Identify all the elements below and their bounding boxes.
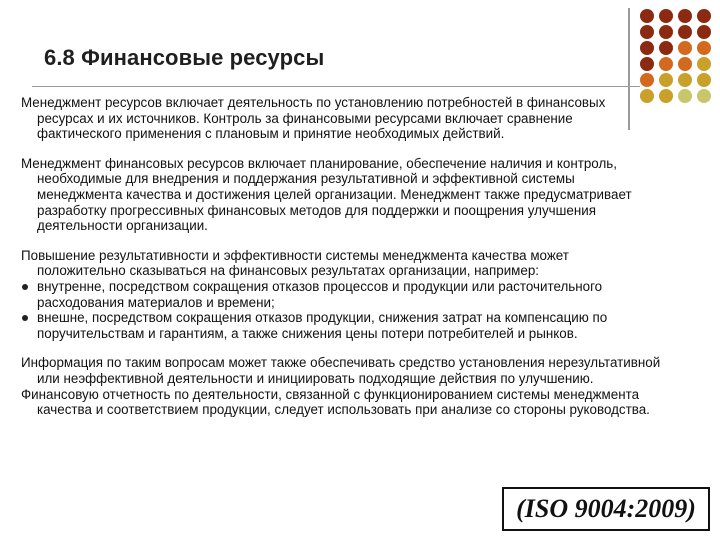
citation-text: (ISO 9004:2009)	[516, 494, 696, 523]
paragraph-financial-management: Менеджмент финансовых ресурсов включает планирование, обеспечение наличия и контроль, необходимые для внедрения и поддержания результативной и эффективной системы менеджмента качества и достижения целей организации. Менеджмент также предусматривает разработку прогрессивных финансовых методов для поддержки и поощрения улучшения деятельности организации.	[21, 155, 632, 234]
paragraph-information: Информация по таким вопросам может также обеспечивать средство установления нерезультативной или неэффективной деятельности и инициировать подходящие действия по улучшению.	[21, 355, 661, 386]
decorative-dot	[640, 25, 654, 39]
decorative-dot-grid	[638, 8, 718, 108]
decorative-dot	[640, 9, 654, 23]
decorative-dot	[678, 57, 692, 71]
decorative-dot	[697, 89, 711, 103]
horizontal-divider	[32, 86, 640, 87]
bullet-item-external	[21, 310, 661, 341]
decorative-dot	[697, 73, 711, 87]
decorative-dot	[659, 57, 673, 71]
decorative-dot	[678, 73, 692, 87]
bullet-dot-icon	[22, 284, 28, 290]
decorative-dot	[640, 73, 654, 87]
bullet-dot-icon	[22, 315, 28, 321]
decorative-dot	[659, 41, 673, 55]
slide-title: 6.8 Финансовые ресурсы	[44, 45, 325, 70]
decorative-dot	[697, 25, 711, 39]
decorative-dot	[659, 73, 673, 87]
bullet-list	[21, 279, 661, 341]
decorative-dot	[659, 89, 673, 103]
bullet-item-internal	[21, 279, 661, 310]
slide-body	[21, 95, 661, 432]
bullet-text: внешне, посредством сокращения отказов продукции, снижения затрат на компенсацию по поручительствам и гарантиям, а также снижения цены потери потребителей и рынков.	[37, 310, 608, 341]
decorative-dot	[640, 41, 654, 55]
decorative-dot	[678, 25, 692, 39]
decorative-dot	[640, 57, 654, 71]
citation-box	[502, 487, 710, 531]
paragraph-effectiveness: Повышение результативности и эффективности системы менеджмента качества может положительно сказываться на финансовых результатах организации, например:	[21, 247, 569, 279]
decorative-dot	[678, 89, 692, 103]
decorative-dot	[678, 41, 692, 55]
decorative-dot	[697, 9, 711, 23]
decorative-dot	[697, 57, 711, 71]
decorative-dot	[697, 41, 711, 55]
decorative-dot	[659, 25, 673, 39]
bullet-text: внутренне, посредством сокращения отказов процессов и продукции или расточительного расходования материалов и времени;	[37, 278, 603, 310]
paragraph-financial-reporting: Финансовую отчетность по деятельности, связанной с функционированием системы менеджмента качества и соответствием продукции, следует использовать при анализе со стороны руководства.	[21, 386, 650, 418]
decorative-dot	[659, 9, 673, 23]
decorative-dot	[678, 9, 692, 23]
paragraph-resource-management: Менеджмент ресурсов включает деятельность по установлению потребностей в финансовых ресурсах и их источников. Контроль за финансовыми ресурсами включает сравнение фактического применения с плановым и принятие необходимых действий.	[21, 95, 606, 142]
